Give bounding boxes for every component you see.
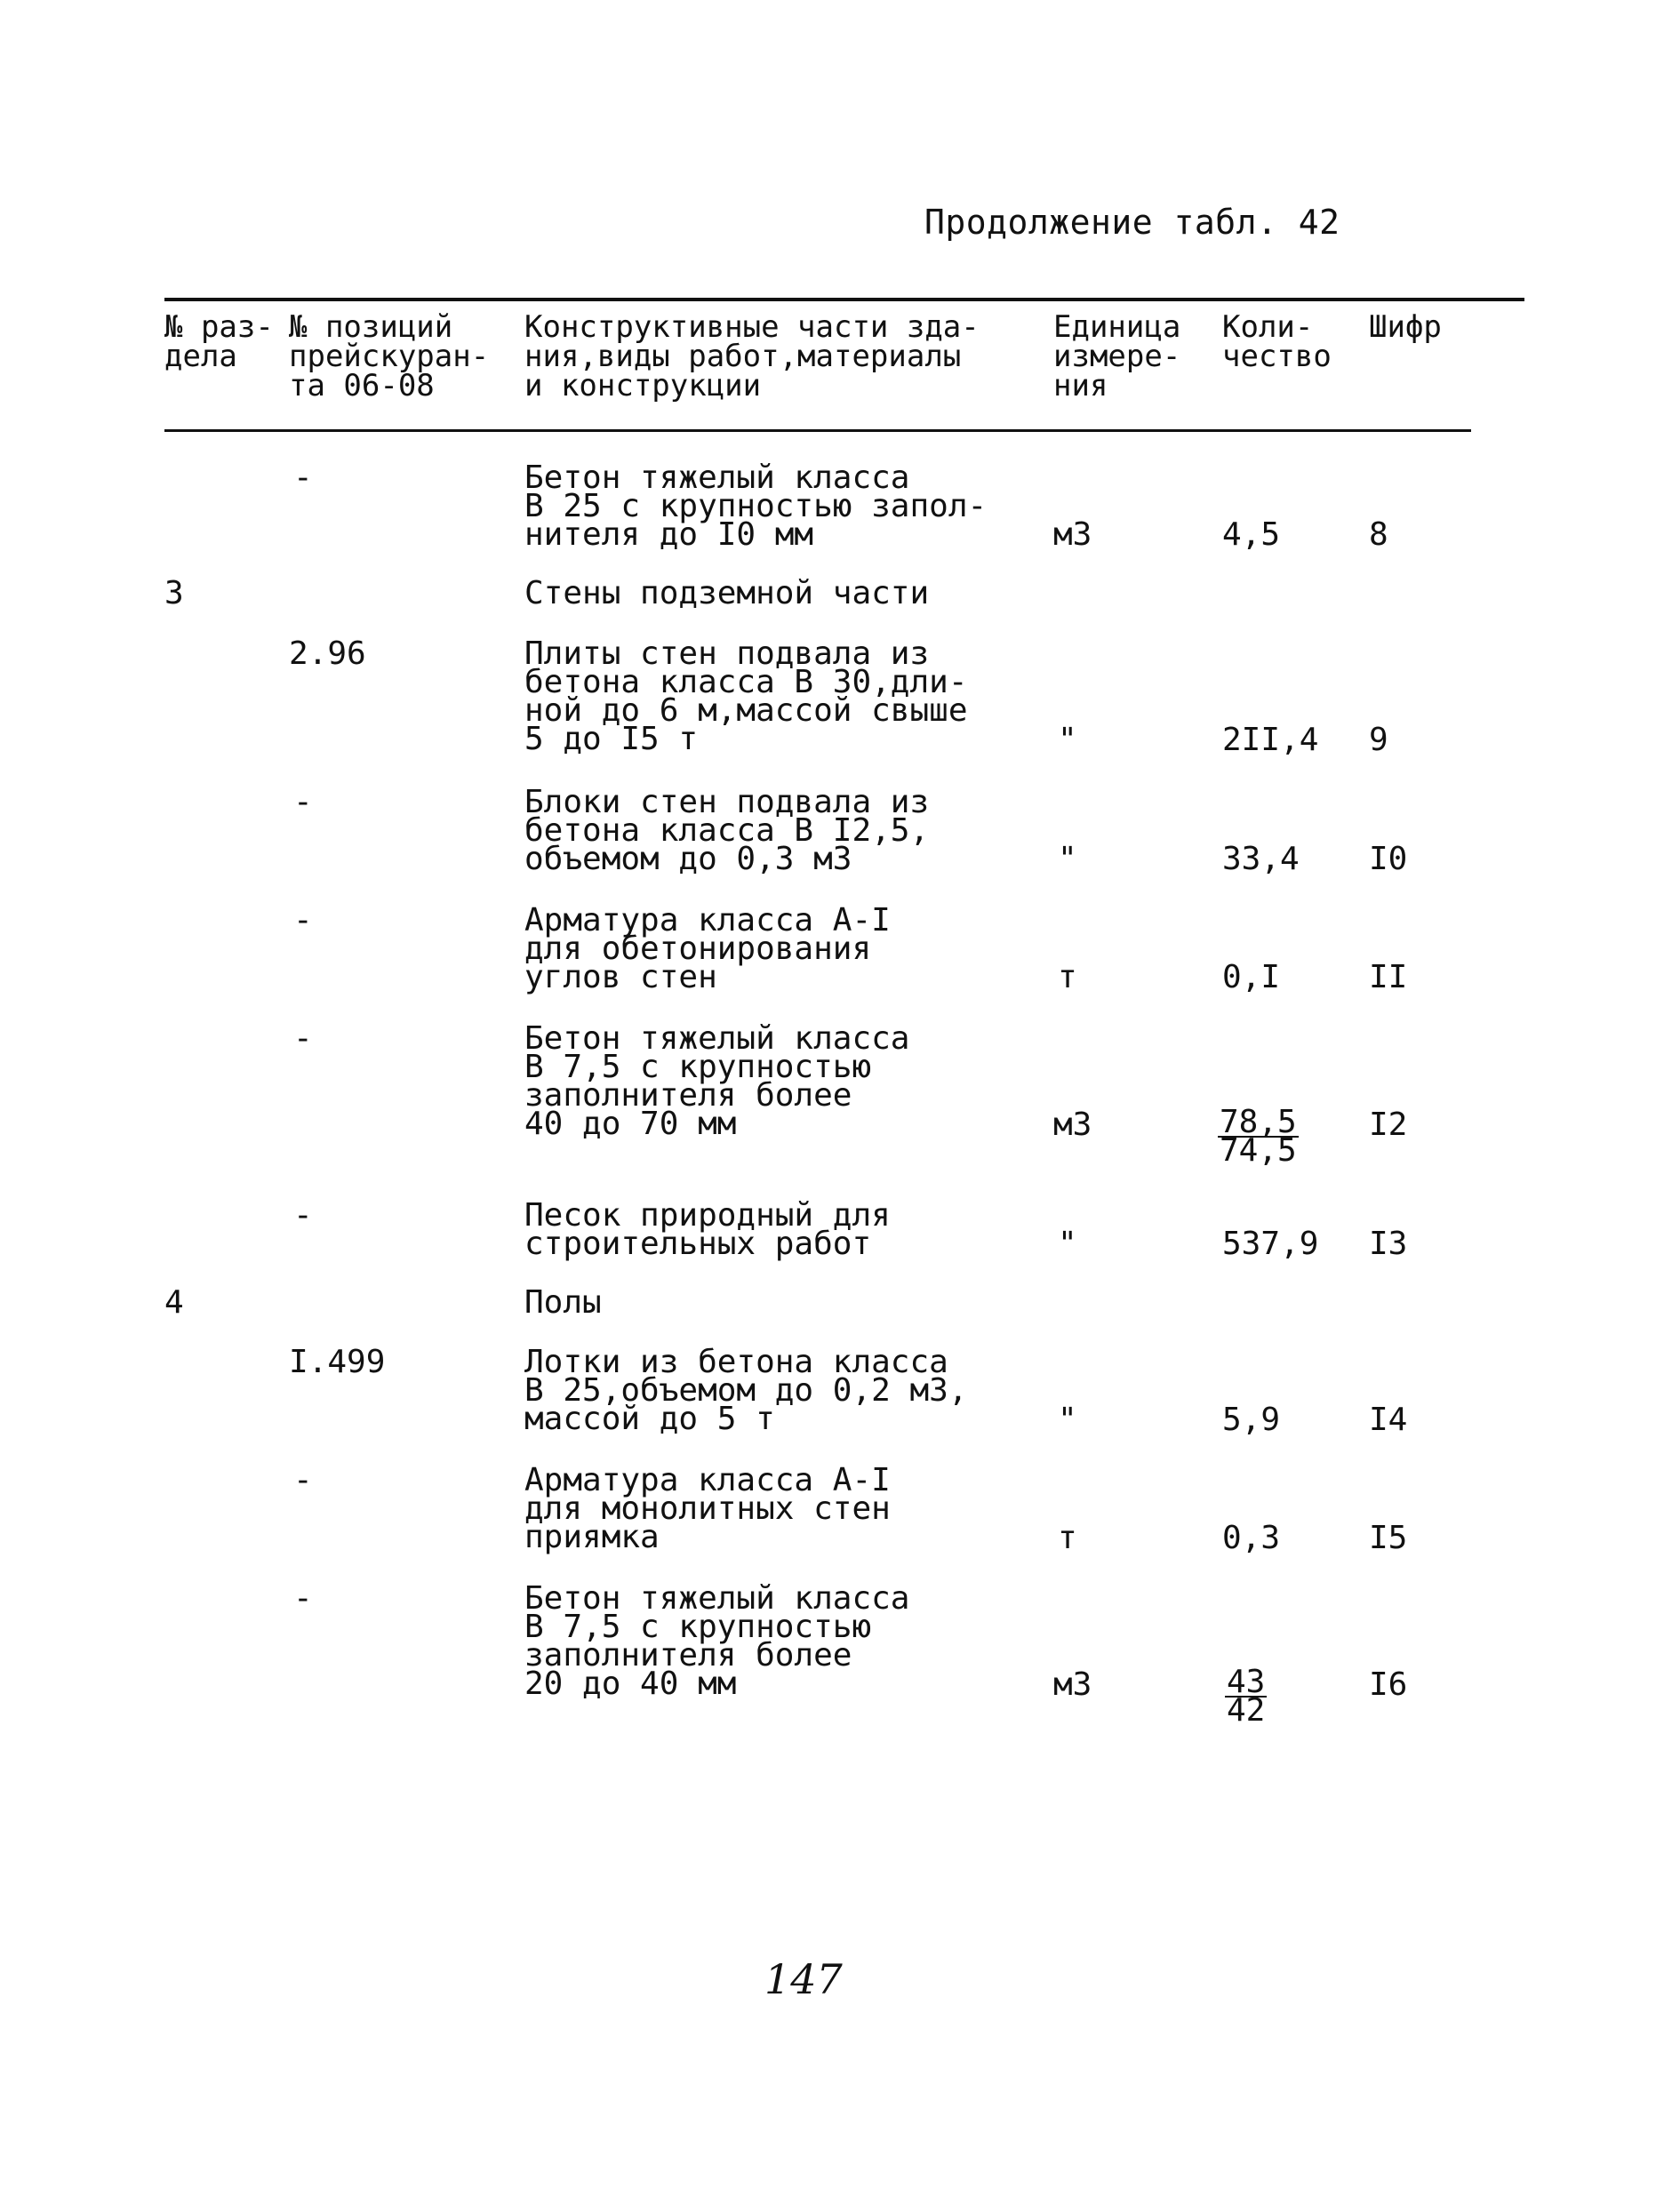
row-code: I5 <box>1369 1520 1408 1556</box>
quantity-numerator: 78,5 <box>1220 1104 1297 1140</box>
row-code: I2 <box>1369 1106 1408 1143</box>
row-code: I4 <box>1369 1402 1408 1438</box>
header-unit: Единица измере- ния <box>1053 309 1181 403</box>
row-description: Бетон тяжелый класса В 7,5 с крупностью заполнителя более 20 до 40 мм <box>524 1580 910 1702</box>
row-code: 9 <box>1369 722 1388 758</box>
header-description: Конструктивные части зда- ния,виды работ,материалы и конструкции <box>524 309 980 403</box>
row-position: - <box>293 784 313 820</box>
row-description: Блоки стен подвала из бетона класса В I2,5, объемом до 0,3 м3 <box>524 784 930 877</box>
quantity-denominator: 74,5 <box>1220 1132 1297 1169</box>
header-section: № раз- дела <box>164 309 274 374</box>
header-top-rule <box>164 298 1524 301</box>
row-position: - <box>293 902 313 939</box>
header-quantity: Коли- чество <box>1222 309 1332 374</box>
row-unit: т <box>1058 1520 1077 1556</box>
row-code: II <box>1369 959 1408 995</box>
row-description: Стены подземной части <box>524 575 930 611</box>
row-section: 3 <box>164 575 184 611</box>
row-section: 4 <box>164 1284 184 1321</box>
row-position: - <box>293 459 313 496</box>
page-number: 147 <box>764 1955 843 2003</box>
row-unit: " <box>1058 841 1077 877</box>
row-description: Плиты стен подвала из бетона класса В 30,дли- ной до 6 м,массой свыше 5 до I5 т <box>524 635 968 757</box>
quantity-numerator: 43 <box>1227 1664 1266 1700</box>
row-position: - <box>293 1462 313 1498</box>
row-description: Песок природный для строительных работ <box>524 1197 891 1262</box>
row-unit: м3 <box>1053 516 1092 553</box>
row-quantity: 0,3 <box>1222 1520 1281 1556</box>
row-description: Арматура класса А-I для обетонирования углов стен <box>524 902 891 995</box>
row-unit: " <box>1058 1226 1077 1262</box>
quantity-denominator: 42 <box>1227 1692 1266 1729</box>
row-position: I.499 <box>289 1344 386 1380</box>
row-position: - <box>293 1197 313 1234</box>
row-code: 8 <box>1369 516 1388 553</box>
row-unit: т <box>1058 959 1077 995</box>
header-position: № позиций прейскуран- та 06-08 <box>289 309 490 403</box>
row-description: Арматура класса А-I для монолитных стен приямка <box>524 1462 891 1555</box>
row-unit: м3 <box>1053 1106 1092 1143</box>
row-quantity-fraction <box>1218 1104 1299 1169</box>
row-code: I0 <box>1369 841 1408 877</box>
row-description: Лотки из бетона класса В 25,объемом до 0,2 м3, массой до 5 т <box>524 1344 968 1437</box>
row-position: - <box>293 1020 313 1057</box>
table-caption: Продолжение табл. 42 <box>924 203 1340 242</box>
row-description: Полы <box>524 1284 602 1321</box>
header-code: Шифр <box>1369 309 1442 345</box>
row-code: I6 <box>1369 1666 1408 1703</box>
row-quantity: 33,4 <box>1222 841 1300 877</box>
header-bottom-rule <box>164 429 1471 432</box>
row-position: 2.96 <box>289 635 366 672</box>
row-description: Бетон тяжелый класса В 25 с крупностью запол- нителя до I0 мм <box>524 459 988 553</box>
row-quantity: 0,I <box>1222 959 1281 995</box>
row-quantity: 4,5 <box>1222 516 1281 553</box>
row-description: Бетон тяжелый класса В 7,5 с крупностью заполнителя более 40 до 70 мм <box>524 1020 910 1142</box>
row-quantity-fraction <box>1225 1664 1267 1729</box>
row-quantity: 5,9 <box>1222 1402 1281 1438</box>
row-quantity: 537,9 <box>1222 1226 1319 1262</box>
row-unit: " <box>1058 1402 1077 1438</box>
row-unit: м3 <box>1053 1666 1092 1703</box>
row-quantity: 2II,4 <box>1222 722 1319 758</box>
row-unit: " <box>1058 722 1077 758</box>
row-code: I3 <box>1369 1226 1408 1262</box>
row-position: - <box>293 1580 313 1617</box>
